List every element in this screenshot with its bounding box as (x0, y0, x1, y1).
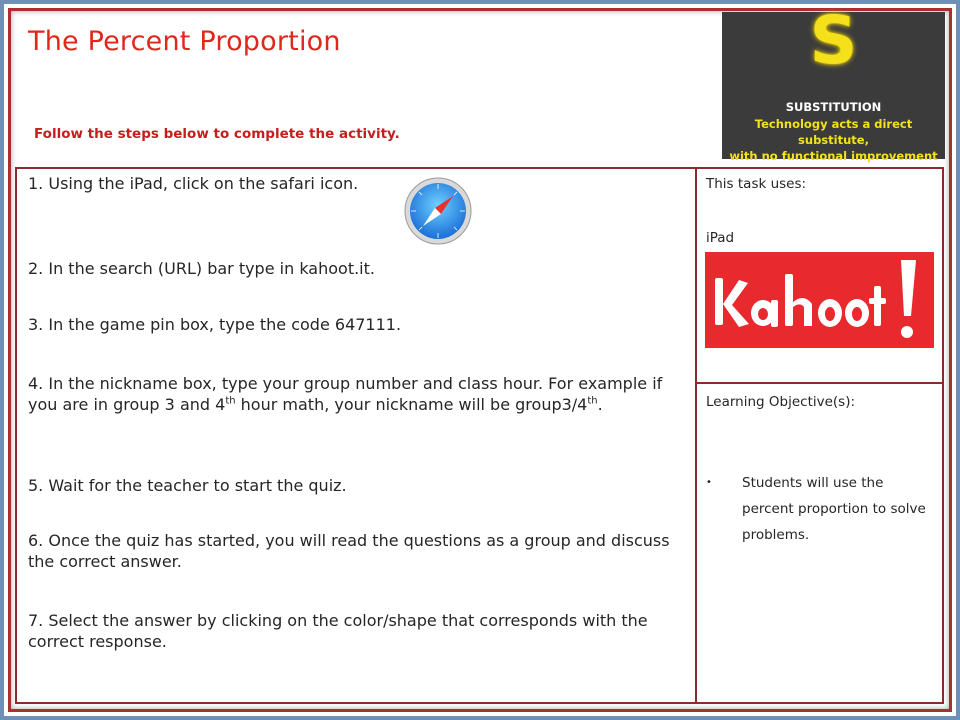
tool-device: iPad (706, 230, 735, 246)
step-1: 1. Using the iPad, click on the safari icon. (28, 174, 359, 193)
bullet-icon: • (706, 477, 712, 488)
step-2: 2. In the search (URL) bar type in kahoot.it. (28, 259, 375, 278)
step-4-sup-1: th (225, 395, 236, 407)
samr-badge-heading: SUBSTITUTION (785, 100, 882, 114)
step-4-text-a: 4. In the nickname box, type your group number and class hour. For example if you are in group 3 and 4 (28, 374, 663, 414)
objective-item (706, 470, 931, 548)
samr-badge-letter: S (809, 2, 858, 79)
step-4-text-c: . (597, 395, 603, 414)
page-title: The Percent Proportion (28, 26, 341, 57)
tools-label: This task uses: (706, 176, 807, 192)
kahoot-logo (705, 252, 934, 348)
step-6: 6. Once the quiz has started, you will read the questions as a group and discuss the correct answer. (28, 531, 670, 571)
objectives-label: Learning Objective(s): (706, 394, 856, 410)
samr-badge-description-line1: Technology acts a direct substitute, (754, 117, 913, 147)
safari-icon (404, 177, 472, 245)
step-3: 3. In the game pin box, type the code 647111. (28, 315, 402, 334)
step-5: 5. Wait for the teacher to start the quiz. (28, 476, 347, 495)
step-4-text-b: hour math, your nickname will be group3/4 (235, 395, 588, 414)
step-4 (28, 373, 678, 415)
instructions-subtitle: Follow the steps below to complete the activity. (34, 126, 400, 142)
step-4-sup-2: th (587, 395, 598, 407)
step-7: 7. Select the answer by clicking on the color/shape that corresponds with the correct response. (28, 611, 648, 651)
samr-badge-description-line2: with no functional improvement (729, 149, 938, 163)
samr-badge (722, 2, 945, 163)
samr-badge-description (724, 116, 943, 164)
objective-text: Students will use the percent proportion to solve problems. (742, 475, 926, 543)
